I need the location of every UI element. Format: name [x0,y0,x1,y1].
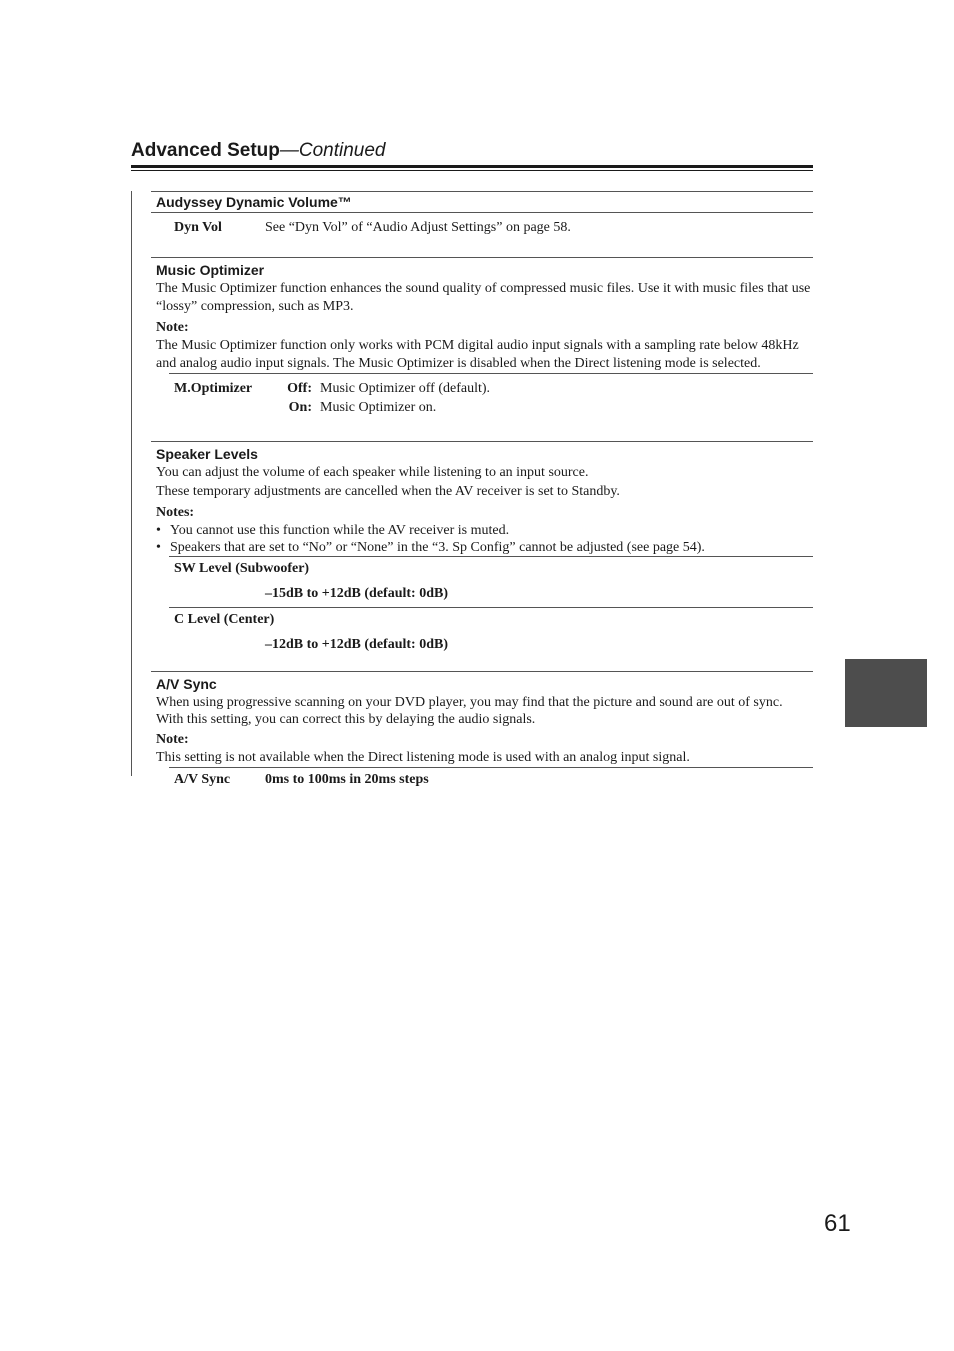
section-heading: Speaker Levels [156,446,258,462]
section-body: The Music Optimizer function enhances the sound quality of compressed music files. Use it with music files that use “lossy” compression, such as MP3. [156,281,811,314]
list-item: • You cannot use this function while the AV receiver is muted. [156,522,813,539]
setting-label: SW Level (Subwoofer) [174,561,310,576]
title-text: Advanced Setup [131,140,280,161]
content [151,191,813,793]
note-text: This setting is not available when the Direct listening mode is used with an analog input signal. [156,750,690,765]
setting-range: –12dB to +12dB (default: 0dB) [265,637,448,652]
list-item: • Speakers that are set to “No” or “None” in the “3. Sp Config” cannot be adjusted (see page 54). [156,539,813,556]
setting-label: Dyn Vol [174,220,222,235]
section-heading: A/V Sync [156,676,217,692]
page-header [131,140,813,162]
setting-label: A/V Sync [174,772,231,787]
setting-label: C Level (Center) [174,612,275,627]
section-music-optimizer [151,257,813,373]
section-speaker-levels [151,441,813,556]
option-key: On: [288,400,312,415]
page-title [131,140,813,162]
setting-av-sync [169,767,813,793]
section-heading: Music Optimizer [156,262,265,278]
header-rule-thin [131,170,813,171]
setting-range: –15dB to +12dB (default: 0dB) [265,586,448,601]
section-body: When using progressive scanning on your DVD player, you may find that the picture and sound are out of sync. With this setting, you can correct this by delaying the audio signals. [156,695,783,727]
section-body-2: These temporary adjustments are cancelled when the AV receiver is set to Standby. [156,484,620,499]
setting-range: 0ms to 100ms in 20ms steps [265,772,429,787]
title-continued: —Continued [279,140,386,161]
setting-m-optimizer [169,373,813,425]
notes-label: Notes: [156,505,195,520]
option-desc: Music Optimizer on. [320,400,437,415]
option-on [278,398,490,417]
setting-desc: See “Dyn Vol” of “Audio Adjust Settings” on page 58. [265,220,571,235]
option-desc: Music Optimizer off (default). [320,381,491,396]
note-label: Note: [156,320,189,335]
note-text: The Music Optimizer function only works with PCM digital audio input signals with a sampling rate below 48kHz and analog audio input signals. The Music Optimizer is disabled when the Direct listening mode is selected. [156,338,799,371]
left-margin-rule [131,191,132,776]
notes-list [156,522,813,556]
page-number: 61 [824,1210,851,1237]
setting-dyn-vol [151,212,813,241]
section-av-sync [151,671,813,767]
option-key: Off: [287,381,312,396]
header-rule-thick [131,165,813,168]
option-off [278,379,490,398]
setting-sw-level [169,556,813,607]
note-label: Note: [156,732,189,747]
section-body-1: You can adjust the volume of each speaker while listening to an input source. [156,465,589,480]
section-heading: Audyssey Dynamic Volume™ [156,194,352,210]
setting-label: M.Optimizer [174,381,253,396]
chapter-tab [845,659,927,727]
section-dynamic-volume [151,191,813,211]
setting-c-level [169,607,813,658]
